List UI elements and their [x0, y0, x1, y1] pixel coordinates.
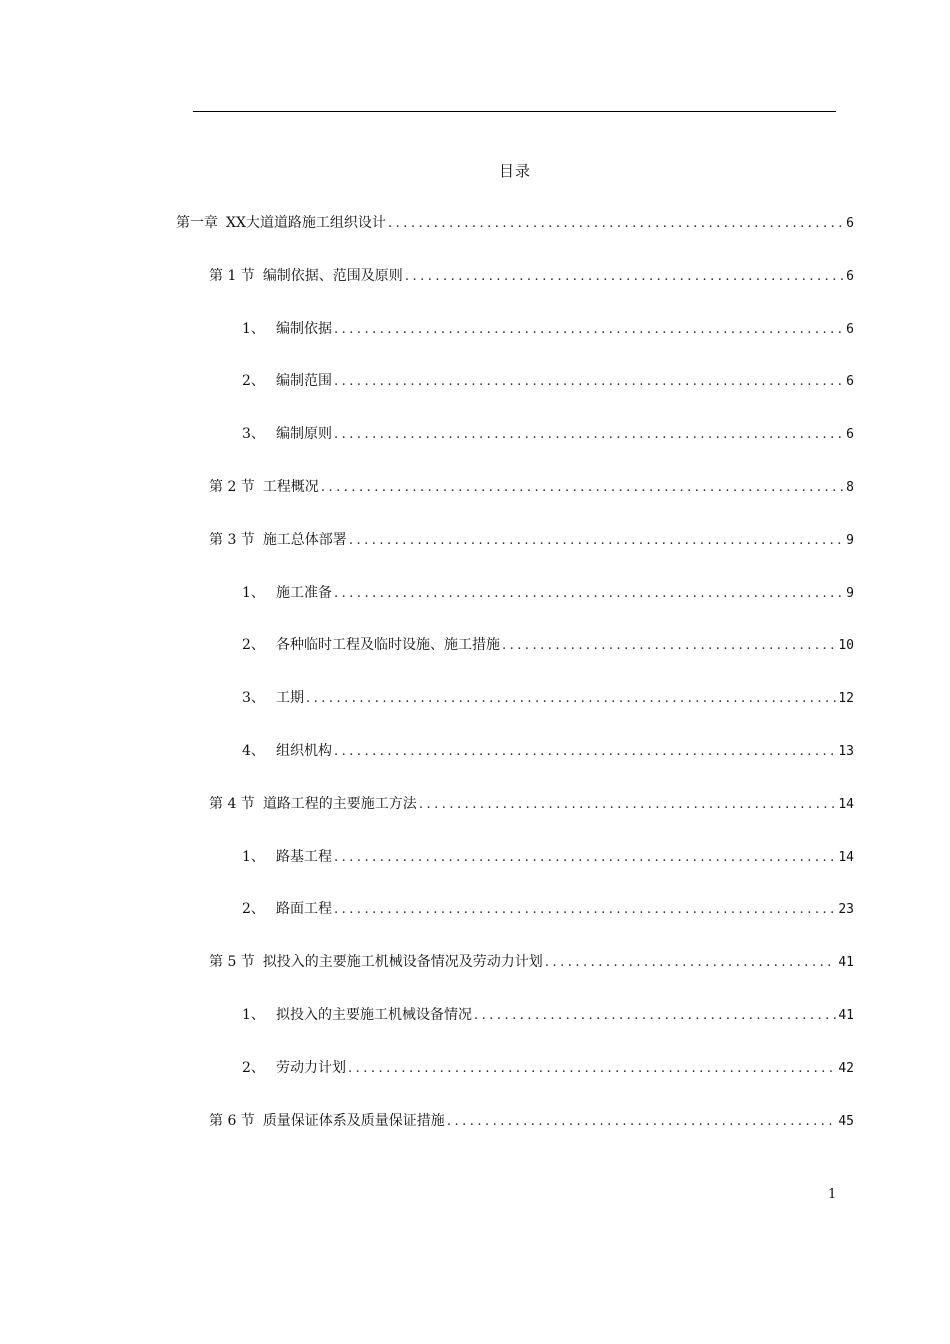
toc-dot-leader — [474, 1005, 836, 1027]
toc-entry-title: 工程概况 — [262, 479, 319, 495]
toc-dot-leader — [334, 847, 836, 869]
toc-dot-leader — [321, 477, 844, 499]
toc-entry-number: 第 4 节 — [209, 796, 255, 812]
toc-entry-number: 1、 — [242, 1007, 265, 1023]
toc-entry-page: 8 — [846, 480, 854, 495]
toc-entry-page: 6 — [846, 322, 854, 337]
toc-dot-leader — [334, 583, 844, 605]
toc-entry-number: 2、 — [242, 1060, 265, 1076]
toc-entry-page: 14 — [838, 850, 854, 865]
toc-entry[interactable] — [209, 529, 854, 551]
toc-entry-title: 编制范围 — [276, 373, 332, 389]
toc-entry-number: 4、 — [242, 743, 265, 759]
toc-entry-page: 10 — [838, 638, 854, 653]
toc-entry-page: 42 — [838, 1061, 854, 1076]
toc-entry-title: 拟投入的主要施工机械设备情况及劳动力计划 — [262, 954, 543, 970]
toc-entry-title: 编制原则 — [276, 426, 332, 442]
toc-dot-leader — [545, 952, 837, 974]
toc-dot-leader — [334, 424, 844, 446]
toc-entry-page: 41 — [838, 1008, 854, 1023]
toc-entry[interactable] — [242, 370, 854, 392]
toc-entry-number: 第 1 节 — [209, 268, 255, 284]
toc-dot-leader — [419, 794, 837, 816]
toc-entry-title: 各种临时工程及临时设施、施工措施 — [276, 637, 500, 653]
toc-entry-title: 道路工程的主要施工方法 — [262, 796, 417, 812]
toc-entry-number: 第 2 节 — [209, 479, 255, 495]
toc-entry-page: 13 — [838, 744, 854, 759]
toc-dot-leader — [502, 635, 836, 657]
toc-entry-number: 第 3 节 — [209, 532, 255, 548]
toc-entry-title: 编制依据 — [276, 321, 332, 337]
toc-entry[interactable] — [242, 740, 854, 762]
toc-entry-number: 2、 — [242, 637, 265, 653]
toc-entry[interactable] — [242, 423, 854, 445]
toc-entry-title: XX大道道路施工组织设计 — [226, 215, 386, 231]
toc-entry[interactable] — [209, 476, 854, 498]
toc-entry-number: 1、 — [242, 585, 265, 601]
toc-entry-number: 第 5 节 — [209, 954, 255, 970]
toc-dot-leader — [306, 688, 836, 710]
toc-entry-page: 9 — [846, 586, 854, 601]
toc-entry-number: 1、 — [242, 321, 265, 337]
toc-entry[interactable] — [242, 1057, 854, 1079]
toc-entry[interactable] — [209, 793, 854, 815]
toc-entry-title: 路面工程 — [276, 901, 332, 917]
toc-entry[interactable] — [242, 846, 854, 868]
toc-dot-leader — [349, 530, 844, 552]
toc-entry-number: 1、 — [242, 849, 265, 865]
toc-entry-title: 施工总体部署 — [262, 532, 347, 548]
toc-entry-title: 劳动力计划 — [276, 1060, 346, 1076]
toc-entry-number: 第 6 节 — [209, 1113, 255, 1129]
toc-dot-leader — [388, 213, 844, 235]
toc-entry-title: 工期 — [276, 690, 304, 706]
toc-entry-number: 2、 — [242, 373, 265, 389]
toc-entry[interactable] — [209, 1110, 854, 1132]
toc-dot-leader — [334, 371, 844, 393]
toc-entry-page: 45 — [838, 1114, 854, 1129]
toc-entry[interactable] — [242, 898, 854, 920]
toc-dot-leader — [334, 319, 844, 341]
toc-entry[interactable] — [242, 687, 854, 709]
toc-entry-title: 路基工程 — [276, 849, 332, 865]
toc-entry-title: 组织机构 — [276, 743, 332, 759]
toc-entry-page: 6 — [846, 374, 854, 389]
toc-entry-number: 2、 — [242, 901, 265, 917]
page-number: 1 — [828, 1187, 837, 1202]
toc-entry[interactable] — [242, 634, 854, 656]
toc-entry-page: 14 — [838, 797, 854, 812]
toc-entry-title: 质量保证体系及质量保证措施 — [262, 1113, 445, 1129]
toc-entry-number: 3、 — [242, 690, 265, 706]
toc-dot-leader — [334, 899, 836, 921]
toc-entry-page: 41 — [838, 955, 854, 970]
toc-entry-page: 9 — [846, 533, 854, 548]
toc-dot-leader — [348, 1058, 836, 1080]
toc-entry-page: 6 — [846, 216, 854, 231]
toc-entry[interactable] — [242, 582, 854, 604]
toc-entry-page: 6 — [846, 269, 854, 284]
toc-entry[interactable] — [209, 951, 854, 973]
toc-entry-page: 6 — [846, 427, 854, 442]
toc-entry-title: 编制依据、范围及原则 — [262, 268, 403, 284]
toc-entry-page: 12 — [838, 691, 854, 706]
toc-entry-number: 第一章 — [176, 215, 218, 231]
toc-entry[interactable] — [242, 318, 854, 340]
toc-entry-title: 拟投入的主要施工机械设备情况 — [276, 1007, 472, 1023]
toc-title: 目录 — [498, 162, 531, 180]
toc-dot-leader — [405, 266, 844, 288]
toc-entry[interactable] — [176, 212, 854, 234]
toc-entry-title: 施工准备 — [276, 585, 332, 601]
toc-entry[interactable] — [209, 265, 854, 287]
toc-dot-leader — [447, 1111, 837, 1133]
toc-entry-page: 23 — [838, 902, 854, 917]
toc-dot-leader — [334, 741, 836, 763]
toc-entry[interactable] — [242, 1004, 854, 1026]
toc-entry-number: 3、 — [242, 426, 265, 442]
